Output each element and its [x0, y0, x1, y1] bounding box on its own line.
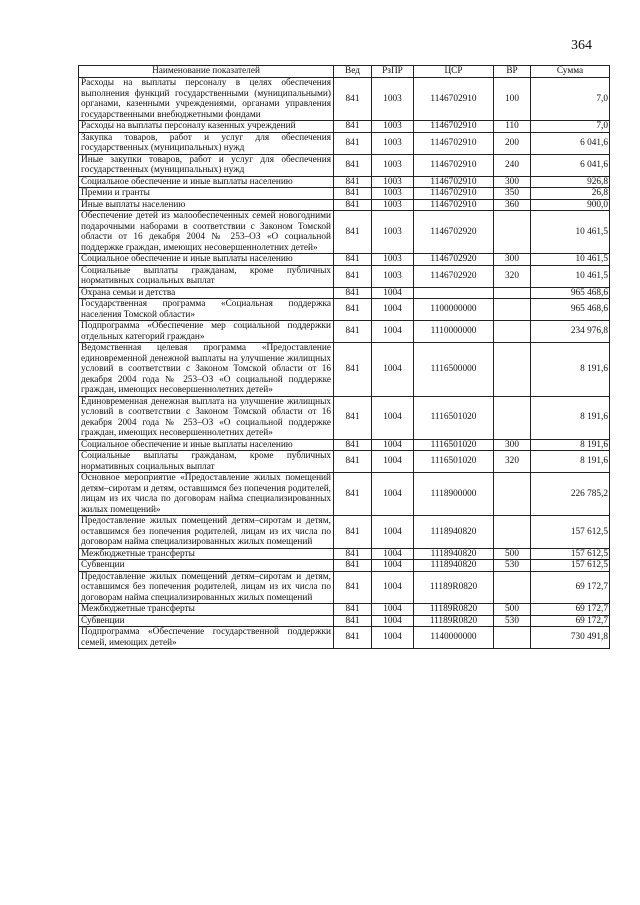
cell-ved: 841 — [334, 254, 372, 266]
cell-vr: 320 — [494, 265, 531, 287]
cell-sum: 6 041,6 — [531, 154, 610, 176]
page-number: 364 — [571, 38, 592, 53]
cell-csr: 11189R0820 — [414, 604, 494, 616]
table-row — [79, 211, 610, 254]
cell-rzpr: 1004 — [372, 343, 414, 397]
cell-vr: 500 — [494, 548, 531, 560]
cell-sum: 6 041,6 — [531, 132, 610, 154]
cell-vr — [494, 299, 531, 321]
cell-vr: 100 — [494, 78, 531, 121]
cell-csr: 1118940820 — [414, 560, 494, 572]
cell-ved: 841 — [334, 265, 372, 287]
table-row — [79, 188, 610, 200]
cell-csr: 1118940820 — [414, 548, 494, 560]
column-header-csr: ЦСР — [414, 66, 494, 78]
cell-name: Межбюджетные трансферты — [79, 548, 334, 560]
table-row — [79, 396, 610, 439]
cell-rzpr: 1004 — [372, 396, 414, 439]
cell-sum: 10 461,5 — [531, 211, 610, 254]
cell-vr: 300 — [494, 176, 531, 188]
cell-name: Иные выплаты населению — [79, 199, 334, 211]
cell-csr: 11189R0820 — [414, 571, 494, 604]
cell-vr: 320 — [494, 451, 531, 473]
column-header-sum: Сумма — [531, 66, 610, 78]
cell-name: Субвенции — [79, 560, 334, 572]
cell-sum: 8 191,6 — [531, 451, 610, 473]
cell-csr: 1146702910 — [414, 154, 494, 176]
cell-rzpr: 1003 — [372, 265, 414, 287]
cell-sum: 8 191,6 — [531, 343, 610, 397]
cell-vr: 110 — [494, 121, 531, 133]
cell-rzpr: 1003 — [372, 121, 414, 133]
cell-ved: 841 — [334, 287, 372, 299]
cell-name: Социальное обеспечение и иные выплаты населению — [79, 176, 334, 188]
cell-rzpr: 1003 — [372, 154, 414, 176]
cell-rzpr: 1004 — [372, 627, 414, 649]
cell-rzpr: 1004 — [372, 321, 414, 343]
cell-ved: 841 — [334, 154, 372, 176]
table-row — [79, 560, 610, 572]
cell-sum: 900,0 — [531, 199, 610, 211]
table-row — [79, 254, 610, 266]
cell-ved: 841 — [334, 604, 372, 616]
cell-name: Социальные выплаты гражданам, кроме публичных нормативных социальных выплат — [79, 265, 334, 287]
cell-name: Предоставление жилых помещений детям–сиротам и детям, оставшимся без попечения родителей, лицам из их числа по договорам найма специализированных жилых помещений — [79, 516, 334, 549]
cell-csr: 1146702910 — [414, 188, 494, 200]
cell-csr: 1146702910 — [414, 176, 494, 188]
cell-name: Социальное обеспечение и иные выплаты населению — [79, 439, 334, 451]
table-row — [79, 473, 610, 516]
cell-sum: 7,0 — [531, 121, 610, 133]
cell-sum: 69 172,7 — [531, 615, 610, 627]
cell-vr — [494, 287, 531, 299]
cell-sum: 234 976,8 — [531, 321, 610, 343]
cell-csr: 1118940820 — [414, 516, 494, 549]
column-header-name: Наименование показателей — [79, 66, 334, 78]
cell-name: Государственная программа «Социальная поддержка населения Томской области» — [79, 299, 334, 321]
cell-vr — [494, 516, 531, 549]
cell-ved: 841 — [334, 571, 372, 604]
table-row — [79, 154, 610, 176]
table-body — [79, 78, 610, 649]
cell-csr: 1146702920 — [414, 265, 494, 287]
cell-rzpr: 1004 — [372, 299, 414, 321]
cell-sum: 69 172,7 — [531, 571, 610, 604]
column-header-vr: ВР — [494, 66, 531, 78]
table-row — [79, 548, 610, 560]
cell-rzpr: 1003 — [372, 132, 414, 154]
cell-ved: 841 — [334, 343, 372, 397]
cell-csr: 1110000000 — [414, 321, 494, 343]
cell-rzpr: 1004 — [372, 439, 414, 451]
cell-sum: 730 491,8 — [531, 627, 610, 649]
cell-ved: 841 — [334, 627, 372, 649]
cell-rzpr: 1003 — [372, 211, 414, 254]
cell-ved: 841 — [334, 615, 372, 627]
cell-rzpr: 1004 — [372, 451, 414, 473]
cell-csr: 1146702910 — [414, 132, 494, 154]
budget-table — [78, 65, 610, 649]
cell-name: Подпрограмма «Обеспечение государственной поддержки семей, имеющих детей» — [79, 627, 334, 649]
cell-ved: 841 — [334, 321, 372, 343]
cell-sum: 8 191,6 — [531, 396, 610, 439]
cell-name: Предоставление жилых помещений детям–сиротам и детям, оставшимся без попечения родителей, лицам из их числа по договорам найма специализированных жилых помещений — [79, 571, 334, 604]
cell-rzpr: 1003 — [372, 199, 414, 211]
cell-sum: 157 612,5 — [531, 516, 610, 549]
cell-vr: 300 — [494, 254, 531, 266]
table-row — [79, 78, 610, 121]
cell-ved: 841 — [334, 299, 372, 321]
cell-sum: 157 612,5 — [531, 560, 610, 572]
table-row — [79, 516, 610, 549]
cell-vr: 530 — [494, 615, 531, 627]
cell-csr: 1146702910 — [414, 78, 494, 121]
cell-csr: 11189R0820 — [414, 615, 494, 627]
cell-name: Расходы на выплаты персоналу казенных учреждений — [79, 121, 334, 133]
cell-csr — [414, 287, 494, 299]
cell-vr — [494, 396, 531, 439]
cell-vr: 500 — [494, 604, 531, 616]
cell-name: Социальные выплаты гражданам, кроме публичных нормативных социальных выплат — [79, 451, 334, 473]
cell-name: Иные закупки товаров, работ и услуг для обеспечения государственных (муниципальных) нужд — [79, 154, 334, 176]
cell-sum: 10 461,5 — [531, 254, 610, 266]
cell-rzpr: 1003 — [372, 176, 414, 188]
cell-rzpr: 1004 — [372, 560, 414, 572]
cell-vr — [494, 321, 531, 343]
cell-ved: 841 — [334, 473, 372, 516]
table-row — [79, 121, 610, 133]
table-header-row — [79, 66, 610, 78]
cell-ved: 841 — [334, 211, 372, 254]
cell-rzpr: 1003 — [372, 78, 414, 121]
cell-ved: 841 — [334, 132, 372, 154]
table-row — [79, 343, 610, 397]
cell-sum: 965 468,6 — [531, 299, 610, 321]
cell-name: Межбюджетные трансферты — [79, 604, 334, 616]
cell-csr: 1100000000 — [414, 299, 494, 321]
table-row — [79, 451, 610, 473]
cell-vr — [494, 343, 531, 397]
table-row — [79, 615, 610, 627]
cell-ved: 841 — [334, 560, 372, 572]
cell-ved: 841 — [334, 396, 372, 439]
cell-ved: 841 — [334, 121, 372, 133]
cell-ved: 841 — [334, 439, 372, 451]
cell-csr: 1146702920 — [414, 211, 494, 254]
cell-name: Премии и гранты — [79, 188, 334, 200]
cell-csr: 1116501020 — [414, 396, 494, 439]
table-row — [79, 604, 610, 616]
cell-vr — [494, 571, 531, 604]
cell-csr: 1116501020 — [414, 451, 494, 473]
table-row — [79, 287, 610, 299]
cell-sum: 69 172,7 — [531, 604, 610, 616]
cell-vr: 300 — [494, 439, 531, 451]
cell-vr: 350 — [494, 188, 531, 200]
cell-name: Расходы на выплаты персоналу в целях обеспечения выполнения функций государственными (муниципальными) органами, казенными учреждениями, органами управления государственными внебюджетными фондами — [79, 78, 334, 121]
cell-sum: 8 191,6 — [531, 439, 610, 451]
cell-sum: 965 468,6 — [531, 287, 610, 299]
cell-sum: 10 461,5 — [531, 265, 610, 287]
cell-rzpr: 1004 — [372, 287, 414, 299]
cell-vr — [494, 211, 531, 254]
table-row — [79, 199, 610, 211]
cell-name: Субвенции — [79, 615, 334, 627]
cell-csr: 1146702910 — [414, 199, 494, 211]
cell-sum: 926,8 — [531, 176, 610, 188]
cell-rzpr: 1003 — [372, 254, 414, 266]
cell-csr: 1116500000 — [414, 343, 494, 397]
column-header-ved: Вед — [334, 66, 372, 78]
cell-ved: 841 — [334, 451, 372, 473]
cell-sum: 226 785,2 — [531, 473, 610, 516]
cell-rzpr: 1004 — [372, 615, 414, 627]
cell-rzpr: 1004 — [372, 571, 414, 604]
table-row — [79, 299, 610, 321]
cell-ved: 841 — [334, 516, 372, 549]
table-row — [79, 571, 610, 604]
cell-csr: 1146702910 — [414, 121, 494, 133]
cell-sum: 26,8 — [531, 188, 610, 200]
table-row — [79, 265, 610, 287]
cell-ved: 841 — [334, 176, 372, 188]
cell-rzpr: 1004 — [372, 473, 414, 516]
cell-name: Социальное обеспечение и иные выплаты населению — [79, 254, 334, 266]
cell-vr: 240 — [494, 154, 531, 176]
cell-vr — [494, 627, 531, 649]
cell-sum: 157 612,5 — [531, 548, 610, 560]
cell-rzpr: 1004 — [372, 604, 414, 616]
cell-vr: 360 — [494, 199, 531, 211]
cell-ved: 841 — [334, 199, 372, 211]
table-row — [79, 439, 610, 451]
table-row — [79, 321, 610, 343]
cell-name: Охрана семьи и детства — [79, 287, 334, 299]
cell-name: Ведомственная целевая программа «Предоставление единовременной денежной выплаты на улучшение жилищных условий в соответствии с Законом Томской области от 16 декабря 2004 года № 253–ОЗ «О социальной поддержке граждан, имеющих несовершеннолетних детей» — [79, 343, 334, 397]
table-row — [79, 176, 610, 188]
cell-csr: 1140000000 — [414, 627, 494, 649]
cell-csr: 1116501020 — [414, 439, 494, 451]
cell-name: Подпрограмма «Обеспечение мер социальной поддержки отдельных категорий граждан» — [79, 321, 334, 343]
cell-csr: 1118900000 — [414, 473, 494, 516]
table-row — [79, 132, 610, 154]
cell-name: Единовременная денежная выплата на улучшение жилищных условий в соответствии с Законом Томской области от 16 декабря 2004 года № 253–ОЗ «О социальной поддержке граждан, имеющих несовершеннолетних детей» — [79, 396, 334, 439]
table-row — [79, 627, 610, 649]
cell-vr — [494, 473, 531, 516]
cell-rzpr: 1004 — [372, 516, 414, 549]
cell-rzpr: 1004 — [372, 548, 414, 560]
cell-sum: 7,0 — [531, 78, 610, 121]
cell-csr: 1146702920 — [414, 254, 494, 266]
cell-ved: 841 — [334, 188, 372, 200]
cell-name: Основное мероприятие «Предоставление жилых помещений детям–сиротам и детям, оставшимся без попечения родителей, лицам из их числа по договорам найма специализированных жилых помещений» — [79, 473, 334, 516]
cell-ved: 841 — [334, 78, 372, 121]
cell-name: Закупка товаров, работ и услуг для обеспечения государственных (муниципальных) нужд — [79, 132, 334, 154]
cell-rzpr: 1003 — [372, 188, 414, 200]
cell-name: Обеспечение детей из малообеспеченных семей новогодними подарочными наборами в соответствии с Законом Томской области от 16 декабря 2004 № 253–ОЗ «О социальной поддержке граждан, имеющих несовершеннолетних детей» — [79, 211, 334, 254]
cell-vr: 200 — [494, 132, 531, 154]
cell-ved: 841 — [334, 548, 372, 560]
column-header-rzpr: РзПР — [372, 66, 414, 78]
cell-vr: 530 — [494, 560, 531, 572]
